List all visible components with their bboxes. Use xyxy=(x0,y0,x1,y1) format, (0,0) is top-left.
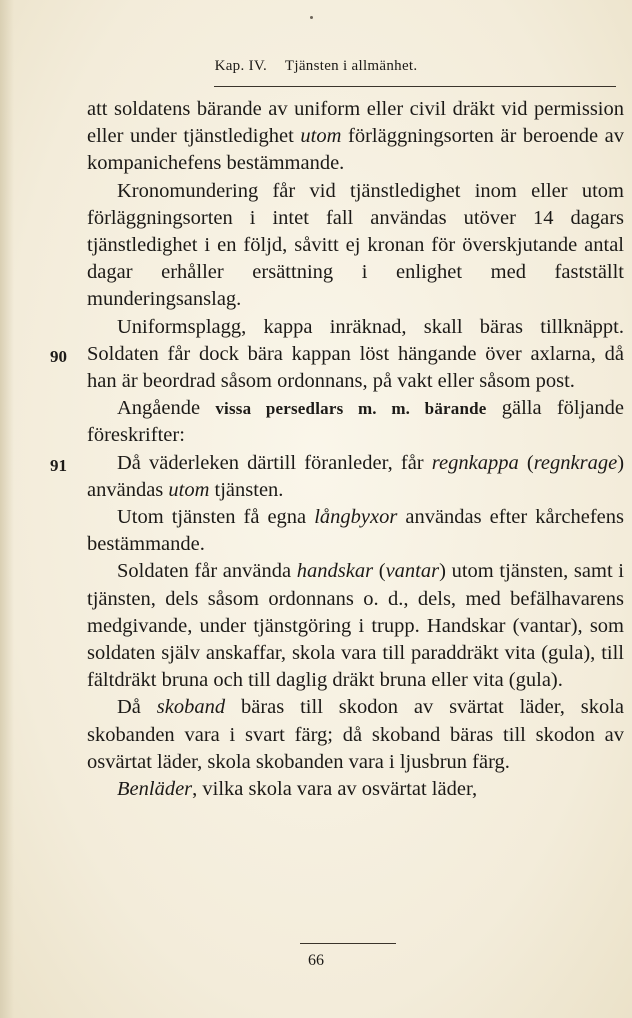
paragraph-6-a: Utom tjänsten få egna xyxy=(117,506,307,529)
page-number: 66 xyxy=(308,952,324,969)
paragraph-5-c: ( xyxy=(526,451,534,474)
paragraph-4-a: Angående xyxy=(117,397,201,420)
paragraph-7 xyxy=(87,558,624,694)
paragraph-1-text: att soldatens bärande av uniform eller civil dräkt vid permission eller under tjänstledighet xyxy=(87,98,624,148)
paragraph-9-b: , vilka skola vara av osvärtat läder, xyxy=(192,778,478,801)
paragraph-5-term-2: regnkrage xyxy=(533,451,618,474)
paragraph-7-term-1: handskar xyxy=(296,560,374,583)
paragraph-4 xyxy=(87,395,624,449)
body-text xyxy=(87,96,624,803)
paragraph-8-term: skoband xyxy=(156,696,226,719)
header-rule xyxy=(214,86,616,87)
paragraph-7-term-2: vantar xyxy=(385,560,440,583)
paragraph-5-a: Då väderleken därtill föranleder, får xyxy=(117,451,424,474)
paragraph-5-e: ) användas xyxy=(87,451,625,501)
paragraph-5-italic: utom xyxy=(168,478,210,501)
paragraph-9 xyxy=(87,776,624,803)
paragraph-2: Kronomundering får vid tjänstledighet inom eller utom förläggningsorten i intet fall användas utöver 14 dagars tjänstledighet i en följd, såvitt ej kronan för överskjutande antal dagar erhåller ersättning i enlighet med fastställt munderingsanslag. xyxy=(87,179,624,311)
paragraph-1-italic: utom xyxy=(300,125,342,148)
paragraph-6 xyxy=(87,504,624,558)
paragraph-5 xyxy=(87,450,624,504)
paragraph-7-a: Soldaten får använda xyxy=(117,560,292,583)
margin-number-91: 91 xyxy=(50,456,67,475)
paragraph-4-c: gälla följande föreskrifter: xyxy=(87,397,624,447)
chapter-label: Kap. IV. xyxy=(214,58,268,74)
paragraph-1-rest: förläggningsorten är beroende av kompanichefens bestämmande. xyxy=(87,125,625,175)
paragraph-5-g: tjänsten. xyxy=(214,478,284,501)
paragraph-7-c: ( xyxy=(378,560,386,583)
paragraph-8 xyxy=(87,694,624,776)
page-spine-shadow xyxy=(0,0,14,1018)
footer-rule xyxy=(300,943,396,944)
paragraph-9-term: Benläder xyxy=(117,778,193,801)
paragraph-6-term: långbyxor xyxy=(314,506,398,529)
paragraph-1 xyxy=(87,96,624,178)
paragraph-4-emphasis: vissa persedlars m. m. bärande xyxy=(215,399,487,419)
paragraph-8-c: bäras till skodon av svärtat läder, skola skobanden vara i svart färg; då skoband bäras till skodon av osvärtat läder, skola skobanden vara i ljusbrun färg. xyxy=(87,696,624,773)
running-header xyxy=(0,58,632,75)
chapter-title: Tjänsten i allmänhet. xyxy=(284,58,418,74)
margin-number-90: 90 xyxy=(50,347,67,366)
paragraph-6-c: användas efter kårchefens bestämmande. xyxy=(87,506,624,556)
ink-speck xyxy=(310,16,313,19)
paragraph-5-term-1: regnkappa xyxy=(431,451,519,474)
paragraph-7-e: ) utom tjänsten, samt i tjänsten, dels såsom ordonnans o. d., dels, med befälhavarens medgivande, under tjänstgöring i trupp. Handskar (vantar), som soldaten själv anskaffar, skola vara till paraddräkt vita (gula), till fältdräkt bruna och till daglig dräkt bruna eller vita (gula). xyxy=(87,560,624,692)
paragraph-3: Uniformsplagg, kappa inräknad, skall bäras tillknäppt. Soldaten får dock bära kappan löst hängande över axlarna, då han är beordrad såsom ordonnans, på vakt eller såsom post. xyxy=(87,315,624,393)
paragraph-8-a: Då xyxy=(117,696,141,719)
